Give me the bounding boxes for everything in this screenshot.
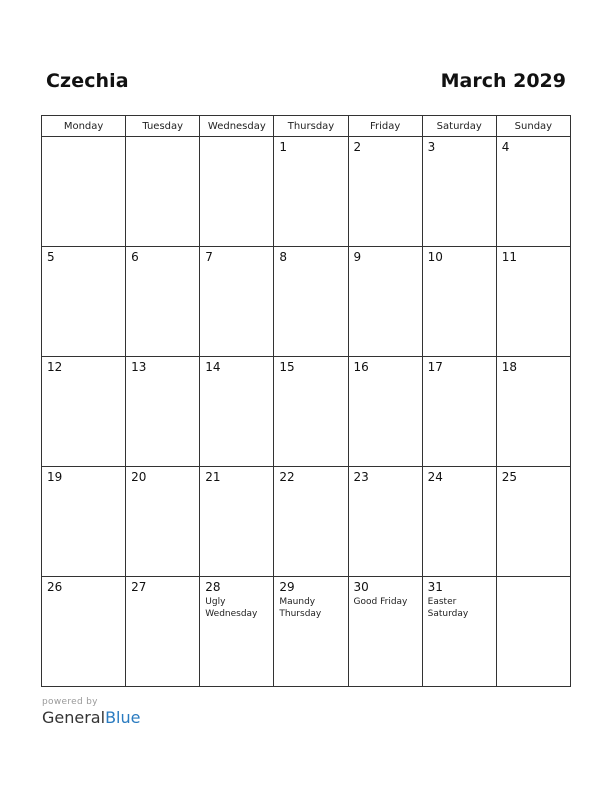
day-number: 2 [353, 140, 362, 154]
weekday-header: Monday [42, 116, 126, 137]
day-cell [348, 357, 422, 467]
day-number: 8 [279, 250, 288, 264]
day-cell [274, 247, 348, 357]
weekday-header: Friday [348, 116, 422, 137]
day-cell [274, 467, 348, 577]
day-cell [42, 577, 126, 687]
day-cell [42, 357, 126, 467]
brand-blue-text: Blue [105, 708, 141, 727]
day-number: 25 [501, 470, 518, 484]
day-cell [348, 247, 422, 357]
day-cell [274, 577, 348, 687]
generalblue-logo [42, 697, 140, 727]
day-cell [274, 357, 348, 467]
day-number: 21 [205, 470, 221, 484]
holiday-label: Good Friday [353, 597, 408, 607]
day-cell [126, 137, 200, 247]
day-cell [422, 357, 496, 467]
day-cell [422, 137, 496, 247]
day-number: 27 [131, 580, 147, 594]
day-cell [422, 247, 496, 357]
day-number: 16 [353, 360, 369, 374]
day-number [42, 137, 125, 140]
day-number [200, 137, 273, 140]
weekday-header: Sunday [496, 116, 570, 137]
weekday-header: Saturday [422, 116, 496, 137]
day-number: 15 [279, 360, 295, 374]
day-cell [126, 247, 200, 357]
calendar-country-title: Czechia [46, 70, 129, 92]
powered-by-text: powered by [42, 697, 98, 707]
day-number: 19 [47, 470, 63, 484]
day-number: 28 [205, 580, 221, 594]
month-calendar-grid [41, 115, 571, 687]
day-number: 12 [47, 360, 63, 374]
week-row [42, 247, 571, 357]
day-cell [42, 247, 126, 357]
day-cell [126, 357, 200, 467]
day-number: 22 [279, 470, 295, 484]
day-number: 26 [47, 580, 63, 594]
day-cell [496, 357, 570, 467]
brand-general-text: General [42, 708, 106, 727]
day-number: 9 [353, 250, 362, 264]
day-number: 1 [279, 140, 288, 154]
day-cell [200, 467, 274, 577]
day-cell [348, 577, 422, 687]
brand-wordmark [42, 708, 140, 727]
weekday-header-row [42, 116, 571, 137]
day-cell [126, 467, 200, 577]
day-number: 31 [427, 580, 443, 594]
day-number: 13 [131, 360, 147, 374]
day-number: 23 [353, 470, 369, 484]
holiday-label: Easter Saturday [427, 597, 469, 619]
calendar-month-title: March 2029 [440, 70, 566, 92]
day-cell [348, 137, 422, 247]
day-cell [496, 577, 570, 687]
day-number: 18 [501, 360, 518, 374]
day-cell [200, 577, 274, 687]
day-number: 6 [131, 250, 139, 264]
day-number: 30 [353, 580, 369, 594]
day-number: 10 [427, 250, 443, 264]
day-cell [42, 137, 126, 247]
day-cell [422, 577, 496, 687]
day-cell [200, 357, 274, 467]
holiday-label: Maundy Thursday [279, 597, 322, 619]
day-number: 11 [501, 250, 518, 264]
week-row [42, 467, 571, 577]
week-row [42, 577, 571, 687]
day-number: 14 [205, 360, 221, 374]
day-cell [274, 137, 348, 247]
day-number: 4 [501, 140, 510, 154]
day-cell [422, 467, 496, 577]
day-number: 7 [205, 250, 213, 264]
day-number [126, 137, 199, 140]
day-number [497, 577, 570, 580]
day-number: 24 [427, 470, 443, 484]
weekday-header: Thursday [274, 116, 348, 137]
day-cell [496, 247, 570, 357]
day-number: 3 [427, 140, 436, 154]
day-cell [126, 577, 200, 687]
day-number: 20 [131, 470, 147, 484]
weekday-header: Tuesday [126, 116, 200, 137]
day-cell [200, 247, 274, 357]
day-cell [348, 467, 422, 577]
day-number: 17 [427, 360, 443, 374]
day-cell [200, 137, 274, 247]
day-number: 29 [279, 580, 295, 594]
weekday-header: Wednesday [200, 116, 274, 137]
day-cell [496, 137, 570, 247]
day-number: 5 [47, 250, 55, 264]
day-cell [42, 467, 126, 577]
holiday-label: Ugly Wednesday [205, 597, 258, 619]
week-row [42, 137, 571, 247]
week-row [42, 357, 571, 467]
day-cell [496, 467, 570, 577]
